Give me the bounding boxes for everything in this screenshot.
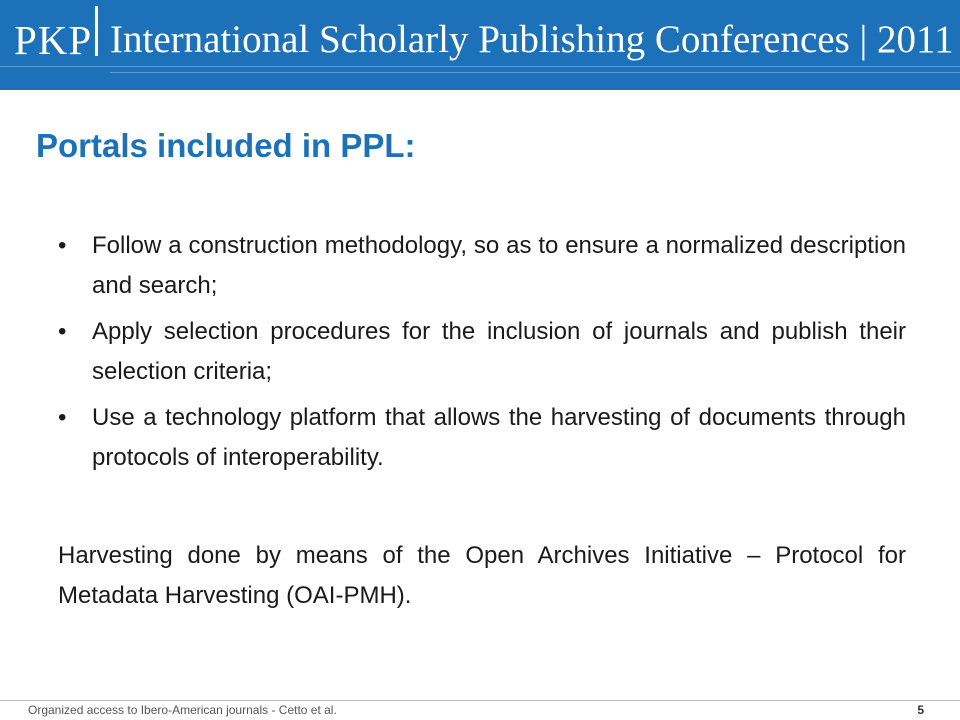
conference-title: International Scholarly Publishing Conferences | 2011 [110,18,954,61]
bullet-marker: • [58,404,67,431]
slide-heading: Portals included in PPL: [36,127,416,164]
bullet-item [58,312,906,392]
bullet-text: Use a technology platform that allows the harvesting of documents through protocols of interoperability. [92,404,906,471]
page-number: 5 [917,703,924,717]
bullet-text: Follow a construction methodology, so as to ensure a normalized description and search; [92,232,906,299]
footer-divider [0,700,960,701]
footer-citation: Organized access to Ibero-American journals - Cetto et al. [28,703,337,717]
banner-rule-lower [110,72,960,73]
bullet-list [58,226,906,484]
pkp-logo-text: PKP [14,17,93,63]
bullet-marker: • [58,232,67,259]
bullet-item [58,398,906,478]
logo-divider [95,6,98,56]
bullet-item [58,226,906,306]
bullet-marker: • [58,318,67,345]
harvesting-paragraph: Harvesting done by means of the Open Archives Initiative – Protocol for Metadata Harvesting (OAI-PMH). [58,542,906,609]
banner-rule-upper [0,66,960,67]
bullet-text: Apply selection procedures for the inclusion of journals and publish their selection criteria; [92,318,906,385]
header-banner [0,0,960,90]
